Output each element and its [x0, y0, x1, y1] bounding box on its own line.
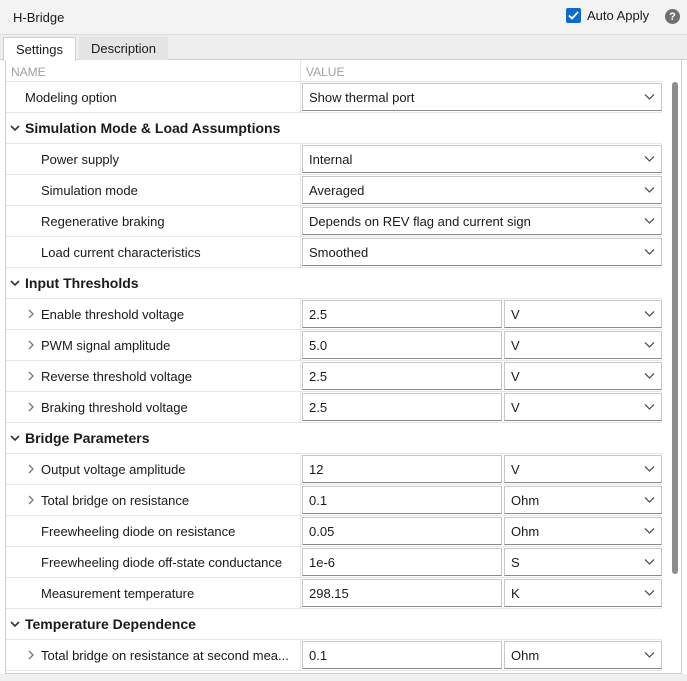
status-strip [0, 674, 687, 681]
input-value: 2.5 [309, 307, 328, 322]
parameter-label: Power supply [41, 152, 120, 167]
section-label: Simulation Mode & Load Assumptions [25, 120, 281, 136]
chevron-right-icon[interactable] [25, 370, 37, 382]
chevron-down-icon[interactable] [9, 122, 21, 134]
unit-dropdown[interactable] [504, 579, 662, 607]
table-header [6, 60, 662, 82]
value-input[interactable] [302, 331, 502, 359]
chevron-down-icon[interactable] [9, 277, 21, 289]
unit-value: V [511, 338, 520, 353]
table-row [6, 392, 662, 423]
chevron-right-icon[interactable] [25, 339, 37, 351]
column-divider [300, 578, 301, 608]
value-input[interactable] [302, 641, 502, 669]
chevron-down-icon[interactable] [9, 618, 21, 630]
value-dropdown[interactable] [302, 207, 662, 235]
checkmark-icon [566, 8, 581, 23]
section-header[interactable] [6, 423, 662, 454]
vertical-scrollbar[interactable] [669, 82, 681, 672]
input-value: 298.15 [309, 586, 349, 601]
column-divider [300, 392, 301, 422]
input-value: 2.5 [309, 400, 328, 415]
dropdown-value: Smoothed [309, 245, 369, 260]
table-row [6, 82, 662, 113]
column-divider [300, 454, 301, 484]
parameter-table [6, 60, 662, 671]
unit-value: V [511, 400, 520, 415]
table-row [6, 144, 662, 175]
column-divider [300, 237, 301, 267]
value-input[interactable] [302, 517, 502, 545]
parameter-label: Simulation mode [41, 183, 138, 198]
dropdown-value: Averaged [309, 183, 365, 198]
table-row [6, 175, 662, 206]
property-inspector [5, 60, 682, 674]
unit-dropdown[interactable] [504, 300, 662, 328]
unit-dropdown[interactable] [504, 517, 662, 545]
parameter-label: Measurement temperature [41, 586, 195, 601]
help-icon[interactable]: ? [665, 9, 680, 24]
scrollbar-thumb[interactable] [672, 82, 678, 574]
parameter-label: Braking threshold voltage [41, 400, 188, 415]
unit-dropdown[interactable] [504, 486, 662, 514]
section-label: Input Thresholds [25, 275, 139, 291]
value-dropdown[interactable] [302, 83, 662, 111]
input-value: 0.05 [309, 524, 335, 539]
unit-value: V [511, 369, 520, 384]
chevron-right-icon[interactable] [25, 401, 37, 413]
chevron-right-icon[interactable] [25, 649, 37, 661]
unit-dropdown[interactable] [504, 331, 662, 359]
table-row [6, 237, 662, 268]
dropdown-value: Internal [309, 152, 353, 167]
section-label: Bridge Parameters [25, 430, 150, 446]
dropdown-value: Depends on REV flag and current sign [309, 214, 531, 229]
column-divider [300, 144, 301, 174]
parameter-label: Modeling option [25, 90, 117, 105]
chevron-down-icon[interactable] [9, 432, 21, 444]
unit-value: K [511, 586, 520, 601]
column-divider [300, 485, 301, 515]
section-header[interactable] [6, 268, 662, 299]
unit-value: Ohm [511, 648, 540, 663]
table-row [6, 547, 662, 578]
parameter-label: Regenerative braking [41, 214, 165, 229]
table-row [6, 361, 662, 392]
value-input[interactable] [302, 579, 502, 607]
parameter-label: Freewheeling diode off-state conductance [41, 555, 283, 570]
unit-value: V [511, 307, 520, 322]
dropdown-value: Show thermal port [309, 90, 415, 105]
chevron-right-icon[interactable] [25, 494, 37, 506]
unit-dropdown[interactable] [504, 455, 662, 483]
column-divider [300, 361, 301, 391]
column-divider [300, 206, 301, 236]
title-bar [0, 0, 687, 35]
parameter-label: Load current characteristics [41, 245, 201, 260]
column-divider [300, 516, 301, 546]
parameter-label: Output voltage amplitude [41, 462, 186, 477]
section-header[interactable] [6, 609, 662, 640]
value-input[interactable] [302, 486, 502, 514]
column-divider [300, 299, 301, 329]
column-divider [300, 82, 301, 112]
input-value: 2.5 [309, 369, 328, 384]
unit-dropdown[interactable] [504, 393, 662, 421]
tab-bar [0, 35, 687, 60]
input-value: 0.1 [309, 648, 328, 663]
chevron-right-icon[interactable] [25, 308, 37, 320]
unit-dropdown[interactable] [504, 548, 662, 576]
table-row [6, 516, 662, 547]
input-value: 12 [309, 462, 324, 477]
table-row [6, 299, 662, 330]
table-row [6, 578, 662, 609]
tab-description[interactable]: Description [79, 37, 168, 60]
auto-apply-label: Auto Apply [587, 8, 650, 23]
value-input[interactable] [302, 548, 502, 576]
parameter-label: Total bridge on resistance [41, 493, 190, 508]
column-divider [300, 60, 301, 81]
column-divider [300, 330, 301, 360]
column-header-value: VALUE [306, 65, 345, 79]
tab-settings[interactable]: Settings [3, 37, 76, 61]
input-value: 0.1 [309, 493, 328, 508]
table-row [6, 454, 662, 485]
table-row [6, 206, 662, 237]
column-divider [300, 175, 301, 205]
value-input[interactable] [302, 300, 502, 328]
unit-dropdown[interactable] [504, 362, 662, 390]
table-row [6, 485, 662, 516]
parameter-label: Reverse threshold voltage [41, 369, 193, 384]
unit-dropdown[interactable] [504, 641, 662, 669]
value-dropdown[interactable] [302, 145, 662, 173]
table-row [6, 640, 662, 671]
column-header-name: NAME [11, 65, 46, 79]
auto-apply-checkbox[interactable] [566, 8, 649, 23]
parameter-label: PWM signal amplitude [41, 338, 171, 353]
value-input[interactable] [302, 455, 502, 483]
chevron-right-icon[interactable] [25, 463, 37, 475]
parameter-label: Enable threshold voltage [41, 307, 185, 322]
column-divider [300, 547, 301, 577]
value-input[interactable] [302, 393, 502, 421]
value-dropdown[interactable] [302, 238, 662, 266]
column-divider [300, 640, 301, 670]
window-title: H-Bridge [13, 10, 65, 25]
parameter-label: Freewheeling diode on resistance [41, 524, 236, 539]
unit-value: Ohm [511, 493, 540, 508]
section-label: Temperature Dependence [25, 616, 196, 632]
unit-value: Ohm [511, 524, 540, 539]
unit-value: V [511, 462, 520, 477]
value-input[interactable] [302, 362, 502, 390]
table-row [6, 330, 662, 361]
input-value: 5.0 [309, 338, 328, 353]
input-value: 1e-6 [309, 555, 336, 570]
parameter-label: Total bridge on resistance at second mea... [41, 648, 289, 663]
unit-value: S [511, 555, 520, 570]
value-dropdown[interactable] [302, 176, 662, 204]
section-header[interactable] [6, 113, 662, 144]
